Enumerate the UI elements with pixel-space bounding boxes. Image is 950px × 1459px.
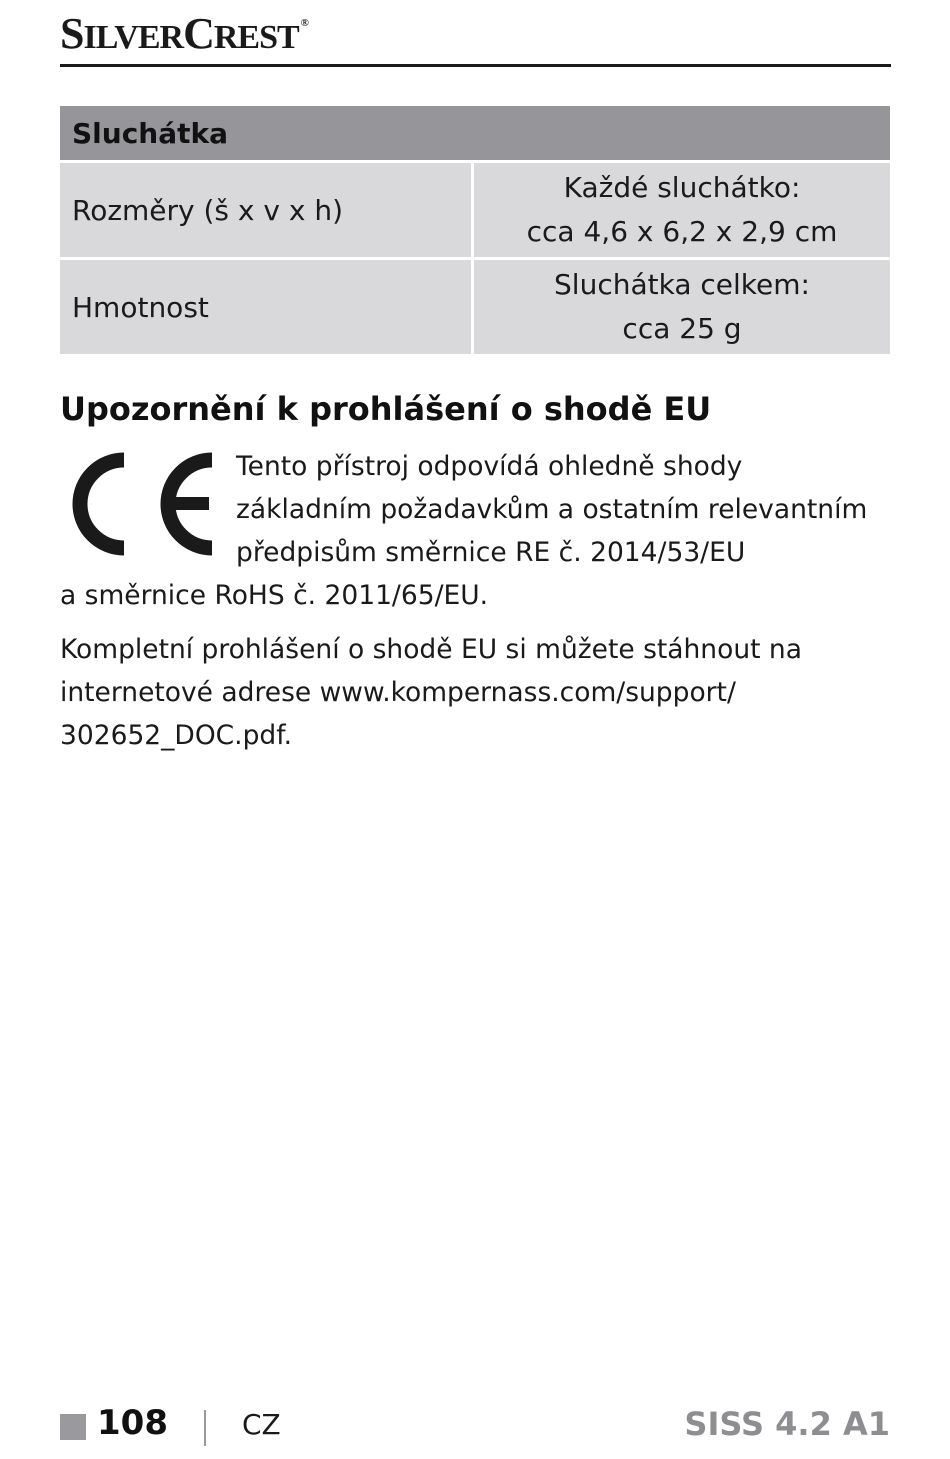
model-number: SISS 4.2 A1 bbox=[684, 1405, 890, 1443]
ce-mark-icon bbox=[64, 452, 218, 556]
spec-row-weight bbox=[60, 260, 890, 354]
brand-letter: C bbox=[183, 9, 214, 58]
section-heading: Upozornění k prohlášení o shodě EU bbox=[60, 390, 712, 428]
brand-letter: S bbox=[60, 9, 84, 58]
spec-table-title: Sluchátka bbox=[60, 106, 890, 160]
language-code: CZ bbox=[242, 1408, 281, 1441]
spec-label: Rozměry (š x v x h) bbox=[60, 163, 471, 257]
spec-value bbox=[474, 163, 890, 257]
brand-letters: ILVER bbox=[83, 19, 184, 56]
spec-row-dimensions bbox=[60, 163, 890, 257]
spec-value-line: Sluchátka celkem: bbox=[554, 268, 810, 301]
page-number: 108 bbox=[97, 1403, 168, 1443]
paragraph-line: internetové adrese www.kompernass.com/support/ bbox=[60, 677, 736, 708]
brand-letters: REST bbox=[213, 19, 299, 56]
ce-text-line: Tento přístroj odpovídá ohledně shody bbox=[236, 451, 743, 482]
ce-text-line: základním požadavkům a ostatním relevantním bbox=[236, 494, 868, 525]
header-rule bbox=[60, 64, 891, 67]
footer-square-icon bbox=[60, 1414, 86, 1440]
spec-value-line: cca 4,6 x 6,2 x 2,9 cm bbox=[526, 215, 838, 248]
spec-label: Hmotnost bbox=[60, 260, 471, 354]
brand-logo bbox=[60, 9, 308, 58]
ce-text-continuation: a směrnice RoHS č. 2011/65/EU. bbox=[60, 580, 489, 611]
spec-table bbox=[60, 106, 890, 354]
paragraph-line: Kompletní prohlášení o shodě EU si můžete stáhnout na bbox=[60, 634, 802, 665]
spec-value-line: cca 25 g bbox=[622, 312, 742, 345]
ce-text-line: předpisům směrnice RE č. 2014/53/EU bbox=[236, 537, 746, 568]
footer-divider bbox=[204, 1410, 206, 1446]
spec-value bbox=[474, 260, 890, 354]
registered-mark: ® bbox=[300, 17, 308, 29]
spec-value-line: Každé sluchátko: bbox=[563, 171, 801, 204]
paragraph-line: 302652_DOC.pdf. bbox=[60, 720, 293, 751]
